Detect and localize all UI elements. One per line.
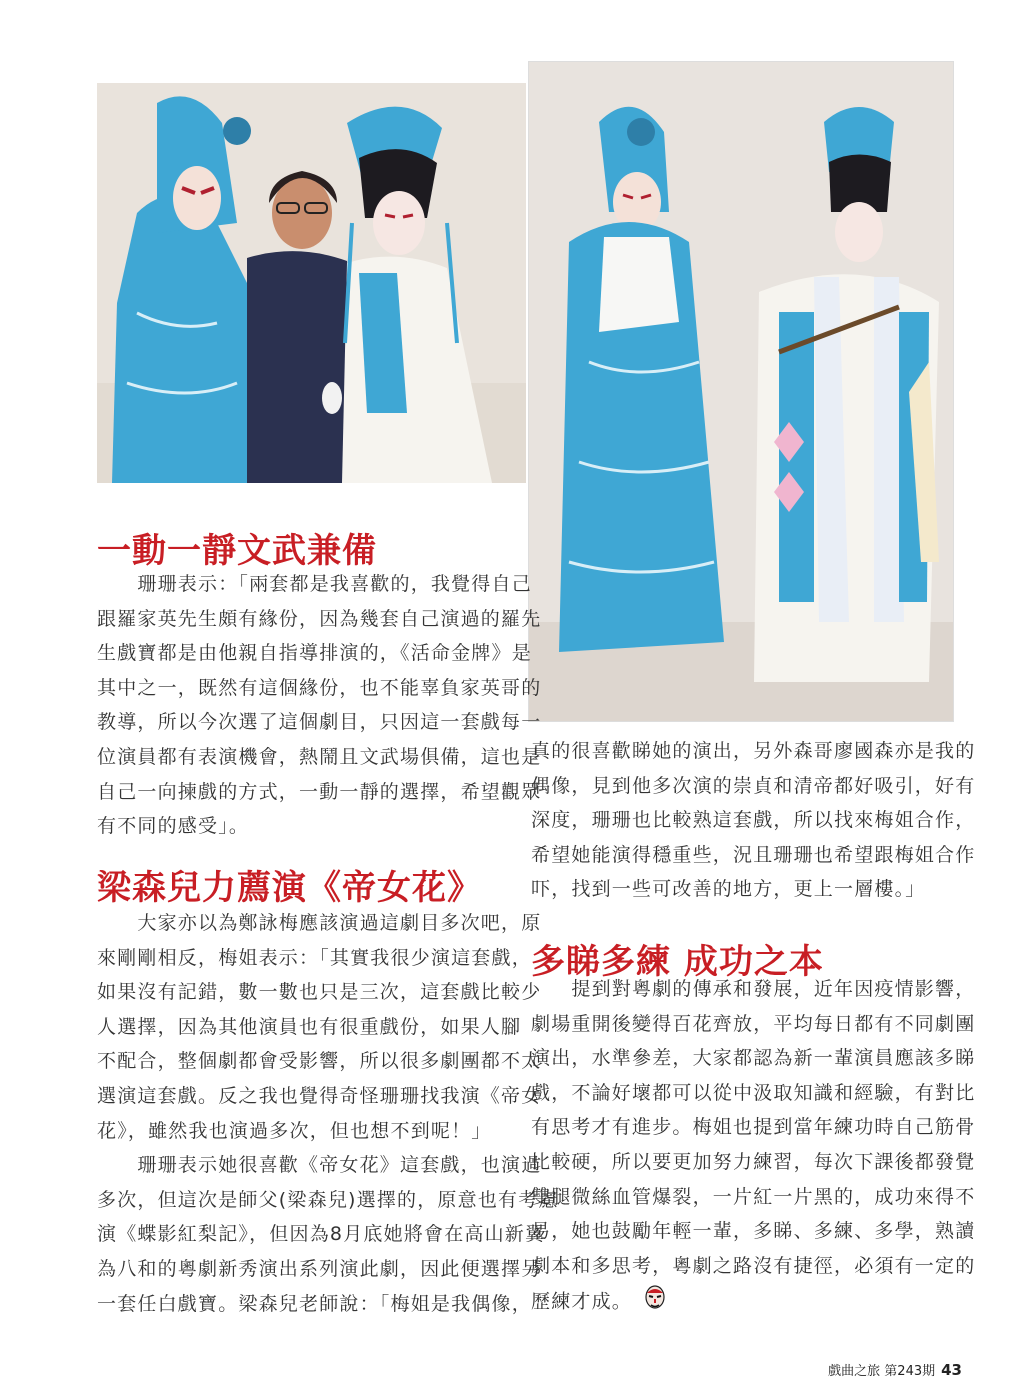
text-line: 人選擇，因為其他演員也有很重戲份，如果人腳 — [97, 1015, 522, 1038]
text-line: 有思考才有進步。梅姐也提到當年練功時自己筋骨 — [531, 1116, 976, 1139]
text-line: 選演這套戲。反之我也覺得奇怪珊珊找我演《帝女 — [97, 1084, 542, 1107]
text-line: 希望她能演得穩重些，況且珊珊也希望跟梅姐合作 — [531, 843, 976, 866]
text-line: 提到對粵劇的傳承和發展，近年因疫情影響， — [531, 978, 976, 1000]
text-line: 位演員都有表演機會，熱鬧且文武場俱備，這也是 — [97, 745, 542, 768]
text-line: 花》，雖然我也演過多次，但也想不到呢！」 — [97, 1119, 492, 1142]
text-line: 跟羅家英先生頗有緣份，因為幾套自己演過的羅先 — [97, 607, 542, 630]
text-line: 偶像，見到他多次演的崇貞和清帝都好吸引，好有 — [531, 774, 976, 797]
text-line: 不配合，整個劇都會受影響，所以很多劇團都不太 — [97, 1050, 542, 1073]
text-line: 吓，找到一些可改善的地方，更上一層樓。」 — [531, 878, 926, 901]
body-text — [97, 906, 559, 1321]
text-line: 演《蝶影紅梨記》，但因為8月底她將會在高山新翼 — [97, 1223, 546, 1246]
text-line — [531, 1283, 975, 1321]
text-line: 演出，水準參差，大家都認為新一輩演員應該多睇 — [531, 1047, 976, 1070]
text-line: 其中之一，既然有這個緣份，也不能辜負家英哥的 — [97, 676, 542, 699]
text-line: 戲，不論好壞都可以從中汲取知識和經驗，有對比 — [531, 1081, 976, 1104]
text-line: 有不同的感受」。 — [97, 815, 250, 838]
section-heading: 多睇多練 成功之本 — [531, 942, 824, 982]
body-text — [531, 972, 975, 1321]
section-heading: 一動一靜文武兼備 — [97, 531, 377, 571]
text-line: 生戲寶都是由他親自指導排演的，《活命金牌》是 — [97, 642, 532, 665]
page-footer — [828, 1360, 962, 1379]
text-line: 真的很喜歡睇她的演出，另外森哥廖國森亦是我的 — [531, 740, 976, 762]
text-line: 教導，所以今次選了這個劇目，只因這一套戲每一 — [97, 711, 542, 734]
text-line: 一套任白戲寶。梁森兒老師說：「梅姐是我偶像， — [97, 1292, 532, 1315]
text-line: 深度，珊珊也比較熟這套戲，所以找來梅姐合作， — [531, 809, 976, 832]
text-line: 劇場重開後變得百花齊放，平均每日都有不同劇團 — [531, 1012, 976, 1035]
text-line-end: 歷練才成。 — [531, 1290, 633, 1313]
text-line: 來剛剛相反，梅姐表示：「其實我很少演這套戲， — [97, 946, 532, 969]
text-line: 劇本和多思考，粵劇之路沒有捷徑，必須有一定的 — [531, 1254, 976, 1277]
page-number: 43 — [941, 1361, 962, 1379]
body-text — [97, 567, 541, 844]
body-text — [531, 734, 975, 907]
section-heading: 梁森兒力薦演《帝女花》 — [97, 868, 482, 908]
text-line: 自己一向揀戲的方式，一動一靜的選擇，希望觀眾 — [97, 780, 542, 803]
text-line: 珊珊表示：「兩套都是我喜歡的，我覺得自己 — [97, 573, 532, 595]
text-line: 多次，但這次是師父(梁森兒)選擇的，原意也有考慮 — [97, 1188, 559, 1211]
text-line: 易，她也鼓勵年輕一輩，多睇、多練、多學，熟讀 — [531, 1220, 976, 1243]
text-line: 珊珊表示她很喜歡《帝女花》這套戲，也演過 — [97, 1154, 542, 1177]
photo-performers-with-guest — [97, 83, 526, 483]
text-line: 如果沒有記錯，數一數也只是三次，這套戲比較少 — [97, 981, 542, 1004]
text-line: 雙腿微絲血管爆裂，一片紅一片黑的，成功來得不 — [531, 1185, 976, 1208]
photo-performers-full-costume — [529, 62, 953, 721]
text-line: 為八和的粵劇新秀演出系列演此劇，因此便選擇另 — [97, 1257, 542, 1280]
text-line: 大家亦以為鄭詠梅應該演過這劇目多次吧，原 — [97, 912, 542, 934]
text-line: 比較硬，所以要更加努力練習，每次下課後都發覺 — [531, 1150, 976, 1173]
opera-mask-icon — [644, 1283, 666, 1321]
magazine-issue: 戲曲之旅 第243期 — [828, 1364, 936, 1379]
